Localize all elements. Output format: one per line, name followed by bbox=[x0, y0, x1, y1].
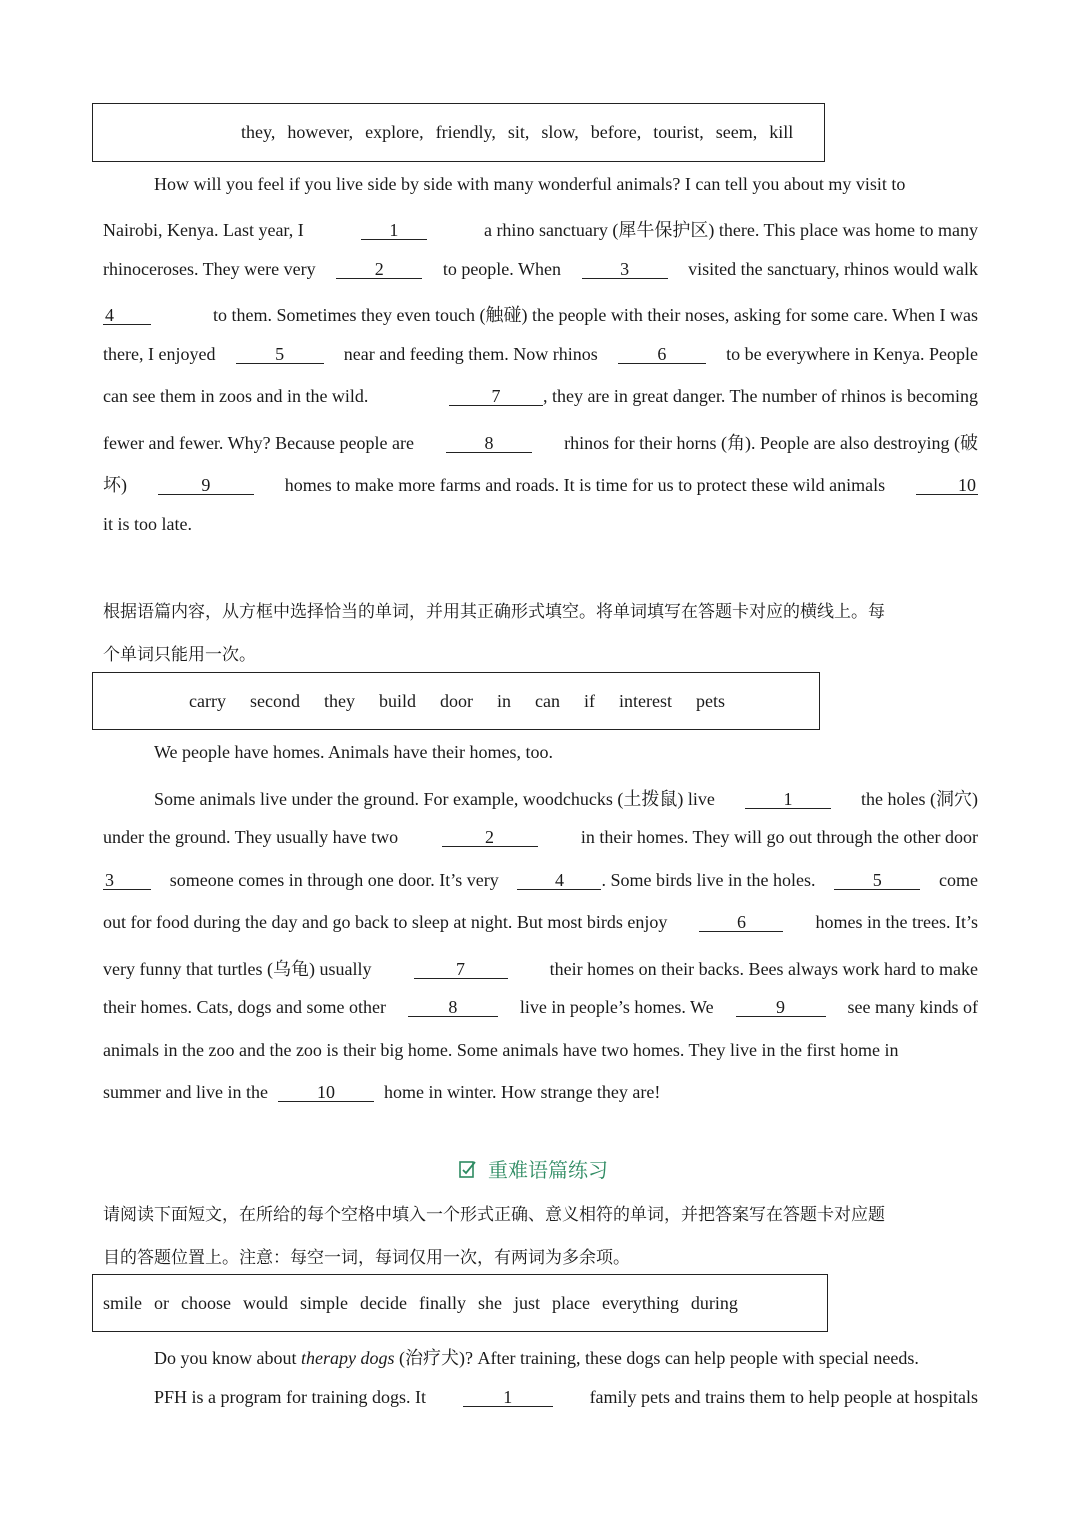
word: before, bbox=[590, 122, 642, 142]
word: place bbox=[551, 1292, 590, 1313]
section-heading bbox=[458, 1154, 608, 1183]
passage2-line bbox=[103, 912, 978, 933]
blank-8[interactable]: 8 bbox=[408, 998, 498, 1017]
passage2-line bbox=[103, 997, 978, 1018]
blank-9[interactable]: 9 bbox=[158, 476, 254, 495]
word: choose bbox=[181, 1292, 231, 1313]
word: can bbox=[534, 690, 560, 711]
word: door bbox=[439, 690, 473, 711]
word: during bbox=[690, 1292, 738, 1313]
text: How will you feel if you live side by side with many wonderful animals? I can tell you about my visit to bbox=[154, 174, 906, 194]
word-box-2 bbox=[92, 672, 820, 730]
word: kill bbox=[769, 122, 794, 142]
blank-6[interactable]: 6 bbox=[618, 345, 706, 364]
text: under the ground. They usually have two bbox=[103, 827, 399, 847]
heading-text: 重难语篇练习 bbox=[488, 1158, 608, 1182]
word: just bbox=[513, 1292, 540, 1313]
text: near and feeding them. Now rhinos bbox=[343, 344, 598, 364]
section3-line bbox=[154, 1387, 978, 1408]
word: tourist, bbox=[653, 122, 704, 142]
blank-1[interactable]: 1 bbox=[361, 221, 427, 240]
text: , they are in great danger. The number of rhinos is becoming bbox=[542, 386, 978, 406]
instruction-text: 根据语篇内容，从方框中选择恰当的单词，并用其正确形式填空。将单词填写在答题卡对应的横线上。每 bbox=[103, 602, 885, 622]
text: to people. When bbox=[442, 259, 561, 279]
text: Nairobi, Kenya. Last year, I bbox=[103, 220, 304, 240]
word: they, bbox=[241, 122, 276, 142]
text: animals in the zoo and the zoo is their big home. Some animals have two homes. They live in the first home in bbox=[103, 1040, 899, 1060]
text: We people have homes. Animals have their homes, too. bbox=[154, 742, 553, 762]
edit-note-icon bbox=[458, 1159, 478, 1179]
passage1-line bbox=[103, 216, 978, 242]
passage2-line bbox=[103, 955, 978, 981]
text: the holes (洞穴) bbox=[861, 789, 978, 809]
passage2-line bbox=[103, 827, 978, 848]
word: interest bbox=[618, 690, 672, 711]
text: in their homes. They will go out through the other door bbox=[580, 827, 978, 847]
text: their homes. Cats, dogs and some other bbox=[103, 997, 386, 1017]
italic-term: therapy dogs bbox=[301, 1348, 395, 1368]
passage2-line bbox=[154, 742, 1029, 763]
word: friendly, bbox=[435, 122, 496, 142]
blank-10[interactable]: 10 bbox=[916, 476, 978, 495]
passage1-line bbox=[103, 344, 978, 365]
instruction-text: 请阅读下面短文，在所给的每个空格中填入一个形式正确、意义相符的单词，并把答案写在答题卡对应题 bbox=[103, 1205, 885, 1225]
blank-8[interactable]: 8 bbox=[446, 434, 532, 453]
text: someone comes in through one door. It’s very bbox=[169, 870, 499, 890]
passage1-line bbox=[103, 301, 978, 327]
text: homes to make more farms and roads. It is time for us to protect these wild animals bbox=[284, 475, 886, 495]
blank-7[interactable]: 7 bbox=[414, 960, 508, 979]
text: PFH is a program for training dogs. It bbox=[154, 1387, 426, 1407]
text: their homes on their backs. Bees always work hard to make bbox=[549, 959, 978, 979]
text: (治疗犬)? After training, these dogs can help people with special needs. bbox=[394, 1348, 919, 1368]
word: would bbox=[242, 1292, 288, 1313]
blank-6[interactable]: 6 bbox=[699, 913, 783, 932]
blank-5[interactable]: 5 bbox=[236, 345, 324, 364]
text: to them. Sometimes they even touch (触碰) the people with their noses, asking for some care. When I was bbox=[213, 305, 978, 325]
passage1-line bbox=[103, 259, 978, 280]
passage1-line bbox=[103, 471, 978, 497]
blank-2[interactable]: 2 bbox=[442, 828, 538, 847]
text: see many kinds of bbox=[847, 997, 978, 1017]
word-box-1 bbox=[92, 103, 825, 162]
blank-3[interactable]: 3 bbox=[582, 260, 668, 279]
blank-4[interactable]: 4 bbox=[103, 306, 151, 325]
text: live in people’s homes. We bbox=[519, 997, 714, 1017]
text: . Some birds live in the holes. bbox=[601, 870, 816, 890]
text: rhinos for their horns (角). People are also destroying (破 bbox=[564, 433, 978, 453]
word: or bbox=[154, 1292, 169, 1313]
text: there, I enjoyed bbox=[103, 344, 216, 364]
text: home in winter. How strange they are! bbox=[383, 1082, 661, 1102]
blank-1[interactable]: 1 bbox=[745, 790, 831, 809]
instruction bbox=[103, 1200, 978, 1225]
text: rhinoceroses. They were very bbox=[103, 259, 316, 279]
text: 坏) bbox=[103, 475, 127, 495]
blank-1[interactable]: 1 bbox=[463, 1388, 553, 1407]
passage1-line bbox=[103, 514, 978, 535]
blank-4[interactable]: 4 bbox=[517, 871, 601, 890]
blank-7[interactable]: 7 bbox=[449, 387, 543, 406]
blank-9[interactable]: 9 bbox=[736, 998, 826, 1017]
word: in bbox=[496, 690, 511, 711]
instruction-text: 个单词只能用一次。 bbox=[103, 645, 256, 665]
passage2-line bbox=[154, 785, 978, 811]
word: finally bbox=[418, 1292, 466, 1313]
word: pets bbox=[695, 690, 725, 711]
blank-3[interactable]: 3 bbox=[103, 871, 151, 890]
text: a rhino sanctuary (犀牛保护区) there. This place was home to many bbox=[483, 220, 978, 240]
word: she bbox=[477, 1292, 502, 1313]
text: can see them in zoos and in the wild. bbox=[103, 386, 369, 406]
text: Some animals live under the ground. For example, woodchucks (土拨鼠) live bbox=[154, 789, 715, 809]
word: simple bbox=[299, 1292, 348, 1313]
passage1-line bbox=[154, 174, 978, 195]
blank-10[interactable]: 10 bbox=[278, 1083, 374, 1102]
word: slow, bbox=[541, 122, 579, 142]
word: explore, bbox=[365, 122, 424, 142]
word: everything bbox=[601, 1292, 679, 1313]
word: sit, bbox=[507, 122, 530, 142]
word: if bbox=[583, 690, 595, 711]
instruction bbox=[103, 640, 978, 665]
passage1-line bbox=[103, 386, 978, 407]
word: carry bbox=[189, 690, 226, 711]
passage2-line bbox=[103, 870, 978, 891]
word: smile bbox=[103, 1292, 142, 1313]
word: build bbox=[378, 690, 416, 711]
text: very funny that turtles (乌龟) usually bbox=[103, 959, 372, 979]
instruction bbox=[103, 1243, 978, 1268]
blank-5[interactable]: 5 bbox=[834, 871, 920, 890]
text: out for food during the day and go back to sleep at night. But most birds enjoy bbox=[103, 912, 668, 932]
text: it is too late. bbox=[103, 514, 192, 534]
text: summer and live in the bbox=[103, 1082, 268, 1102]
passage1-line bbox=[103, 429, 978, 455]
word-box-3 bbox=[92, 1274, 828, 1332]
word: seem, bbox=[715, 122, 758, 142]
word: they bbox=[323, 690, 355, 711]
text: homes in the trees. It’s bbox=[815, 912, 978, 932]
text: Do you know about bbox=[154, 1348, 301, 1368]
text: family pets and trains them to help people at hospitals bbox=[589, 1387, 978, 1407]
section3-line bbox=[154, 1344, 1029, 1370]
word: however, bbox=[287, 122, 354, 142]
text: fewer and fewer. Why? Because people are bbox=[103, 433, 415, 453]
text: visited the sanctuary, rhinos would walk bbox=[688, 259, 978, 279]
instruction-text: 目的答题位置上。注意：每空一词，每词仅用一次，有两词为多余项。 bbox=[103, 1248, 630, 1268]
text: come bbox=[939, 870, 978, 890]
text: to be everywhere in Kenya. People bbox=[726, 344, 978, 364]
word: second bbox=[249, 690, 300, 711]
passage2-line bbox=[103, 1082, 978, 1103]
instruction bbox=[103, 597, 978, 622]
word: decide bbox=[359, 1292, 407, 1313]
blank-2[interactable]: 2 bbox=[336, 260, 422, 279]
passage2-line bbox=[103, 1040, 978, 1061]
